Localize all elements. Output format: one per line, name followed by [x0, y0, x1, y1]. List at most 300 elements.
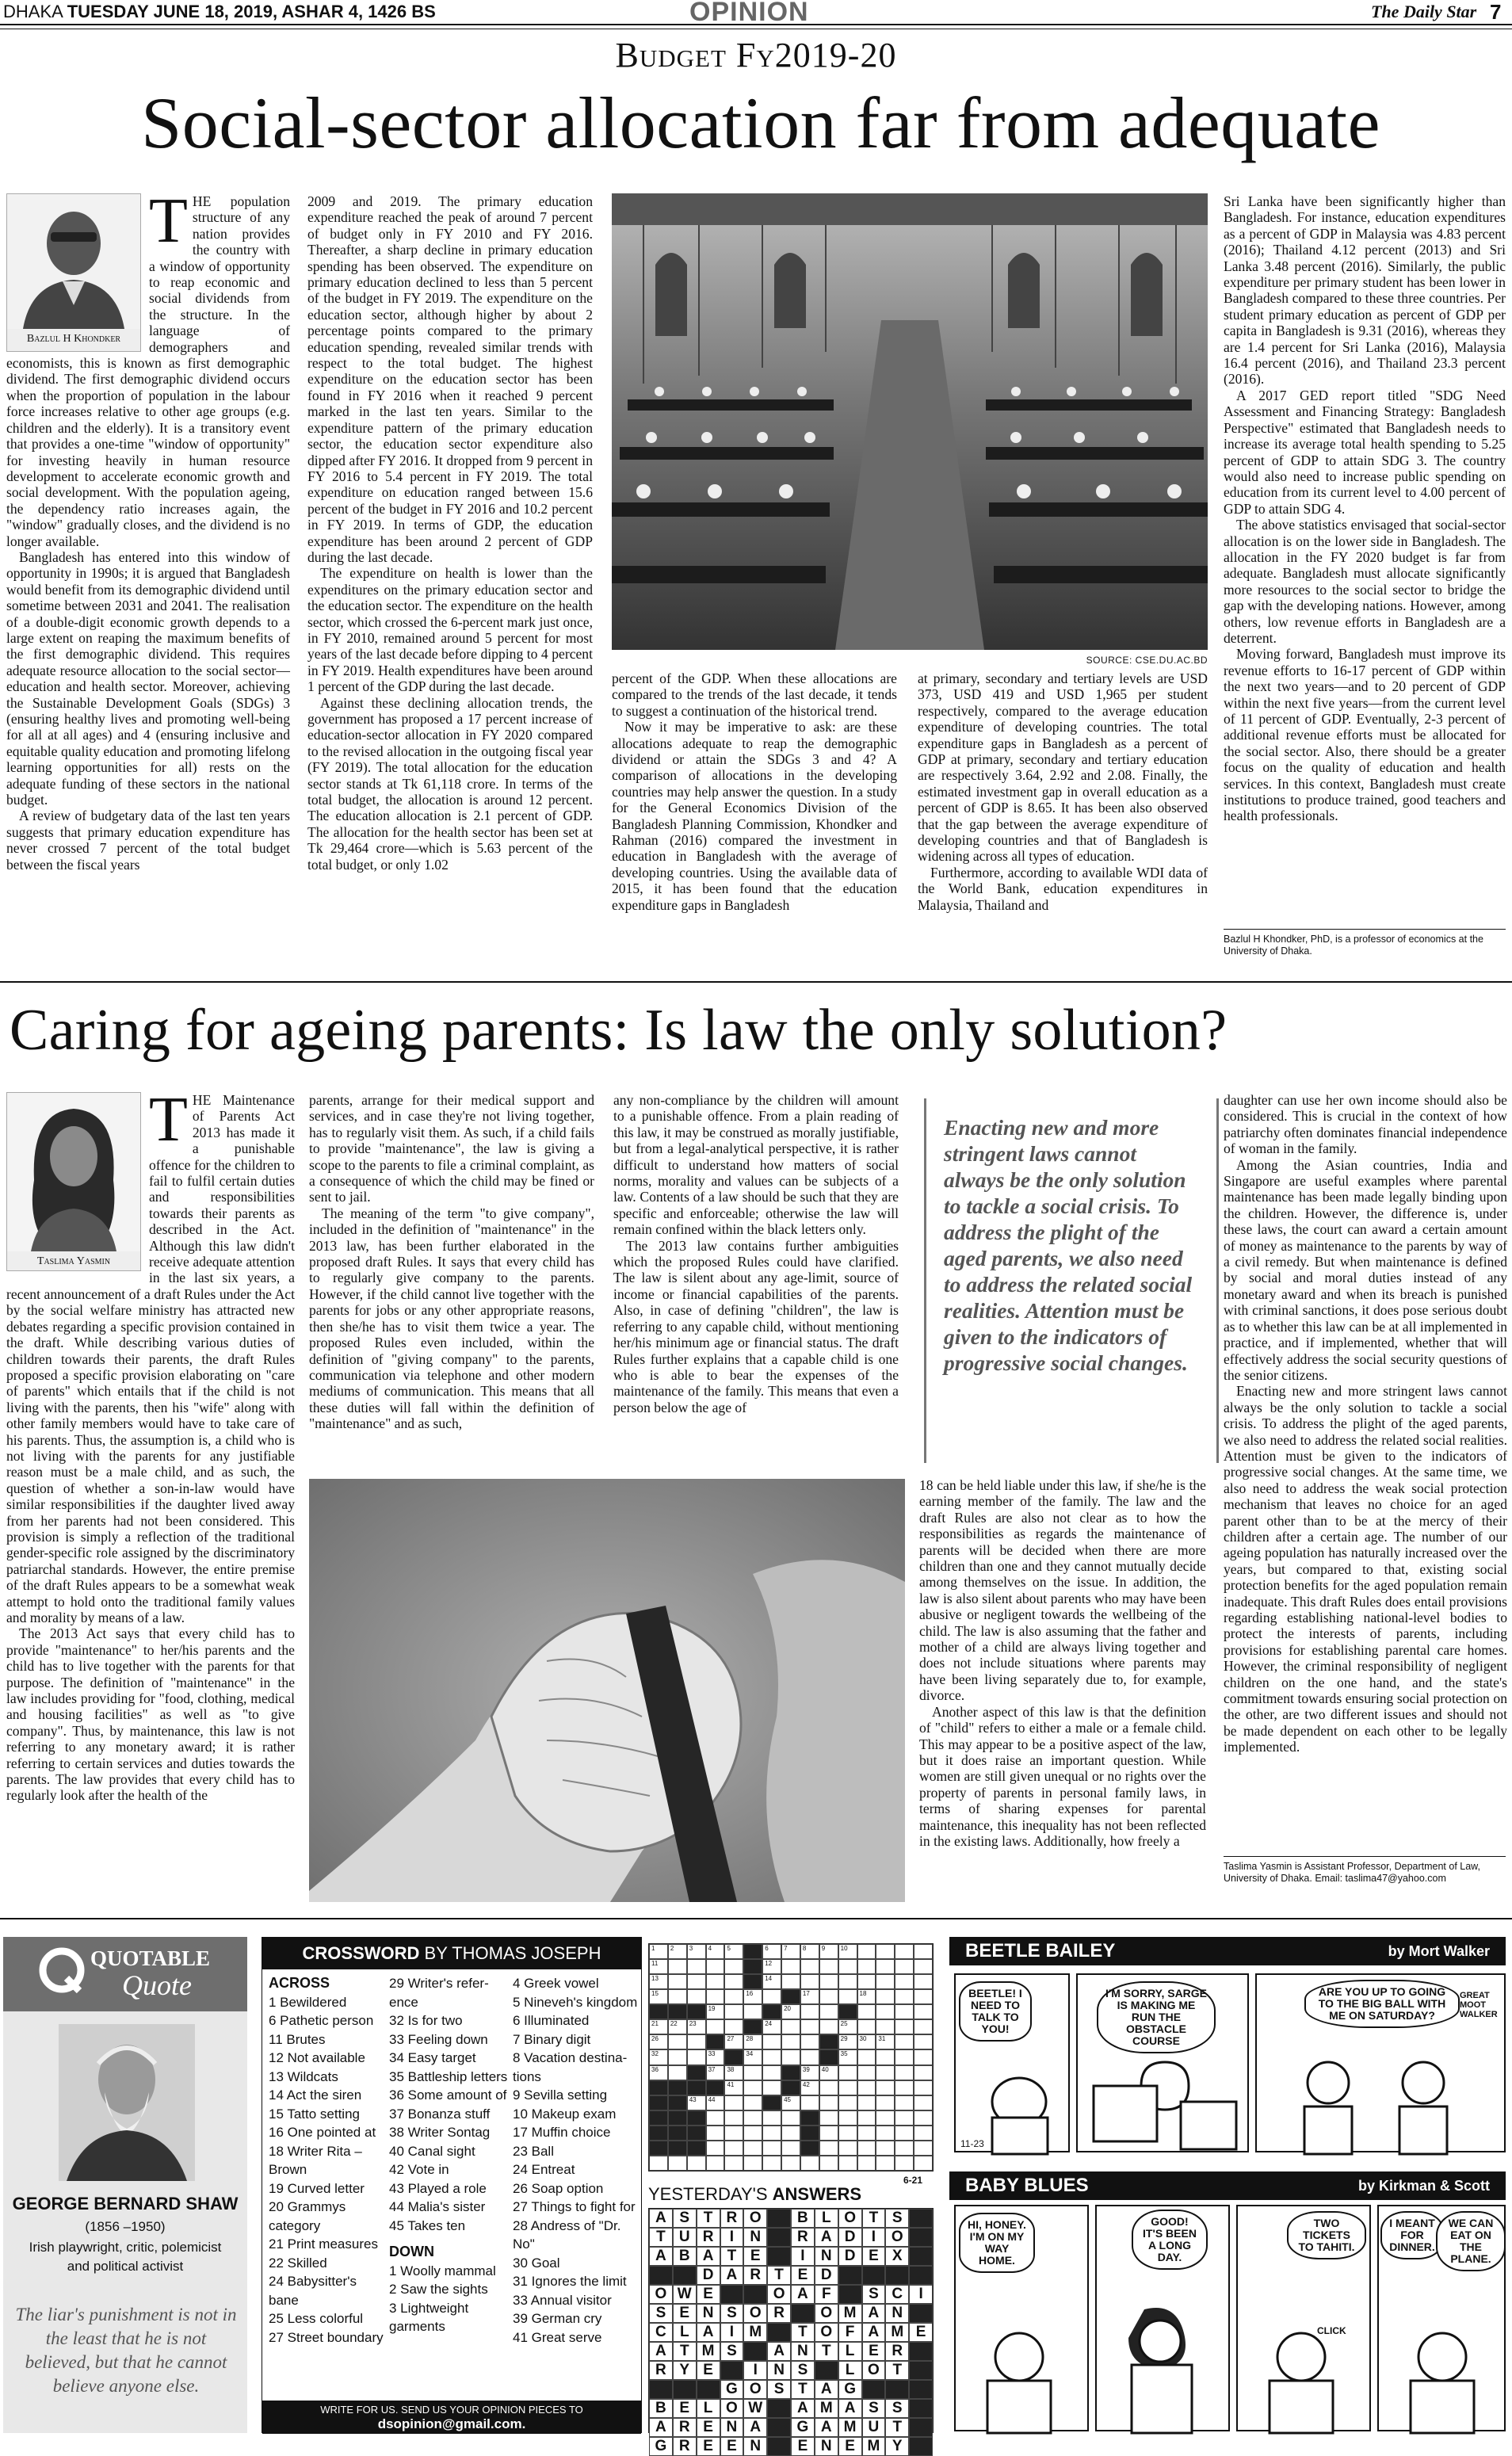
beetle-bailey-header: [949, 1937, 1506, 1965]
crossword-cell[interactable]: [857, 1974, 876, 1989]
answer-cell: M: [838, 2418, 862, 2437]
crossword-cell[interactable]: 34: [743, 2049, 762, 2064]
crossword-cell[interactable]: 40: [819, 2065, 838, 2080]
crossword-cell[interactable]: [857, 1944, 876, 1959]
answer-cell: A: [767, 2342, 791, 2361]
crossword-cell[interactable]: 6: [762, 1944, 781, 1959]
crossword-cell[interactable]: [781, 2019, 800, 2034]
crossword-cell[interactable]: [687, 2065, 706, 2080]
crossword-cell[interactable]: [819, 1974, 838, 1989]
crossword-cell[interactable]: [819, 2110, 838, 2126]
crossword-cell[interactable]: 42: [800, 2080, 819, 2095]
down-clue-list: [389, 2262, 508, 2336]
answer-cell: [909, 2209, 933, 2228]
answer-cell: [838, 2285, 862, 2304]
crossword-cell[interactable]: [914, 2019, 933, 2034]
crossword-cell[interactable]: 14: [762, 1974, 781, 1989]
crossword-cell[interactable]: [876, 1989, 895, 2004]
crossword-cell[interactable]: [668, 2080, 687, 2095]
crossword-cell[interactable]: [668, 1989, 687, 2004]
crossword-cell[interactable]: [819, 1959, 838, 1974]
crossword-cell[interactable]: [668, 2110, 687, 2126]
clue: 7 Binary digit: [513, 2031, 591, 2047]
paragraph: HE population structure of any nation provides the country with a window of opportunity to reap economic and social dividends from the structure. In the language of demographers and economists, this is known as first demographic dividend. The first demographic dividend occurs when the proportion of population in the labour force increases relative to other age groups (e.g. children and the elderly). It is a transitory event that provides a one-time "window of opportunity" for investing heavily in human resource development to accelerate economic growth and social development. With the population ageing, the dependency ratio increases again, the "window" gradually closes, and the dividend is no longer available.: [6, 193, 290, 549]
crossword-cell[interactable]: [762, 2034, 781, 2049]
clue: 32 Is for two: [389, 2013, 463, 2028]
crossword-cell[interactable]: [857, 2065, 876, 2080]
crossword-cell[interactable]: 19: [706, 2004, 725, 2019]
article1-headline: Social-sector allocation far from adequate: [141, 82, 1380, 163]
crossword-cell[interactable]: [687, 2156, 706, 2171]
crossword-cell[interactable]: [876, 2156, 895, 2171]
crossword-cell[interactable]: [724, 1959, 743, 1974]
crossword-cell[interactable]: [895, 1944, 914, 1959]
crossword-cell[interactable]: [876, 2095, 895, 2110]
crossword-cell[interactable]: [724, 2095, 743, 2110]
crossword-cell[interactable]: 5: [724, 1944, 743, 1959]
crossword-cell[interactable]: 25: [838, 2019, 857, 2034]
crossword-cell[interactable]: 11: [649, 1959, 668, 1974]
crossword-cell[interactable]: [781, 2080, 800, 2095]
crossword-cell[interactable]: 41: [724, 2080, 743, 2095]
crossword-cell[interactable]: [838, 2126, 857, 2141]
crossword-cell[interactable]: 36: [649, 2065, 668, 2080]
crossword-cell[interactable]: [762, 2156, 781, 2171]
crossword-cell[interactable]: 16: [743, 1989, 762, 2004]
crossword-cell[interactable]: 2: [668, 1944, 687, 1959]
crossword-cell[interactable]: 13: [649, 1974, 668, 1989]
crossword-cell[interactable]: [687, 2034, 706, 2049]
crossword-cell[interactable]: 22: [668, 2019, 687, 2034]
clue: 15 Tatto setting: [269, 2106, 360, 2122]
crossword-cell[interactable]: 33: [706, 2049, 725, 2064]
crossword-cell[interactable]: [895, 1989, 914, 2004]
crossword-cell[interactable]: [762, 2065, 781, 2080]
crossword-cell[interactable]: [649, 2141, 668, 2156]
crossword-cell[interactable]: [687, 1959, 706, 1974]
crossword-cell[interactable]: [838, 2065, 857, 2080]
crossword-cell[interactable]: [687, 1974, 706, 1989]
crossword-cell[interactable]: [687, 2004, 706, 2019]
photo-credit: SOURCE: CSE.DU.AC.BD: [1086, 655, 1208, 666]
crossword-cell[interactable]: [857, 2080, 876, 2095]
answer-cell: X: [885, 2247, 909, 2266]
crossword-cell[interactable]: 31: [876, 2034, 895, 2049]
crossword-cell[interactable]: [876, 2019, 895, 2034]
author-photo-yasmin: [6, 1092, 141, 1271]
crossword-cell[interactable]: [876, 2126, 895, 2141]
crossword-cell[interactable]: [857, 2126, 876, 2141]
crossword-cell[interactable]: [649, 2095, 668, 2110]
crossword-cell[interactable]: [706, 1989, 725, 2004]
crossword-cell[interactable]: [819, 2080, 838, 2095]
crossword-cell[interactable]: [743, 2156, 762, 2171]
answer-cell: L: [838, 2342, 862, 2361]
crossword-cell[interactable]: [781, 1989, 800, 2004]
crossword-cell[interactable]: [781, 2156, 800, 2171]
crossword-cell[interactable]: [838, 1974, 857, 1989]
crossword-cell[interactable]: [838, 2110, 857, 2126]
crossword-cell[interactable]: [876, 2141, 895, 2156]
beetle-panel-3: [1255, 1973, 1506, 2152]
crossword-cell[interactable]: [895, 2095, 914, 2110]
crossword-cell[interactable]: [838, 1989, 857, 2004]
crossword-cell[interactable]: [838, 2141, 857, 2156]
crossword-cell[interactable]: [706, 2019, 725, 2034]
clue: 35 Battleship letters: [389, 2068, 508, 2084]
crossword-cell[interactable]: [819, 2034, 838, 2049]
crossword-cell[interactable]: [762, 2004, 781, 2019]
baby-title: BABY BLUES: [965, 2175, 1089, 2196]
article2-col5: [1224, 1092, 1507, 1853]
crossword-cell[interactable]: [706, 1959, 725, 1974]
paragraph: The expenditure on health is lower than the expenditures on the primary education sector and the education sector. The expenditure on the health sector, which crossed the 6-percent mark just once, in FY 2010, remained around 5 percent for most years of the last decade before dipping to 4 percent in FY 2019. Health expenditures have been around 1 percent of the GDP during the last decade.: [307, 565, 593, 695]
crossword-cell[interactable]: [668, 1974, 687, 1989]
crossword-cell[interactable]: [838, 2156, 857, 2171]
crossword-cell[interactable]: [800, 2034, 819, 2049]
answer-cell: [909, 2266, 933, 2285]
beetle-bubble-2: I'M SORRY, SARGE IS MAKING ME RUN THE OBSTACLE COURSE: [1097, 1981, 1216, 2053]
shaw-portrait-icon: [59, 2024, 195, 2181]
answers-header-2: ANSWERS: [772, 2184, 862, 2204]
crossword-cell[interactable]: [649, 2110, 668, 2126]
quote-text: The liar's punishment is not in the least that he is not believed, but that he cannot believe anyone else.: [15, 2305, 237, 2396]
crossword-cell[interactable]: [819, 2019, 838, 2034]
crossword-cell[interactable]: 28: [743, 2034, 762, 2049]
crossword-cell[interactable]: [706, 2156, 725, 2171]
crossword-cell[interactable]: [876, 2110, 895, 2126]
article1-col3: [612, 670, 897, 972]
down-header: DOWN: [389, 2244, 434, 2259]
crossword-cell[interactable]: [706, 2080, 725, 2095]
crossword-cell[interactable]: [914, 2126, 933, 2141]
crossword-cell[interactable]: [895, 2126, 914, 2141]
crossword-cell[interactable]: [800, 2141, 819, 2156]
clue: 6 Pathetic person: [269, 2013, 374, 2028]
crossword-cell[interactable]: [876, 1974, 895, 1989]
crossword-cell[interactable]: 21: [649, 2019, 668, 2034]
crossword-cell[interactable]: [781, 2034, 800, 2049]
answer-cell: [743, 2285, 767, 2304]
crossword-cell[interactable]: [895, 2141, 914, 2156]
crossword-cell[interactable]: [724, 2004, 743, 2019]
crossword-cell[interactable]: [895, 2019, 914, 2034]
crossword-cell[interactable]: [687, 2080, 706, 2095]
crossword-cell[interactable]: [724, 2156, 743, 2171]
crossword-cell[interactable]: [914, 2095, 933, 2110]
crossword-cell[interactable]: [743, 1974, 762, 1989]
answer-cell: N: [743, 2437, 767, 2456]
crossword-cell[interactable]: [876, 2080, 895, 2095]
crossword-cell[interactable]: [914, 2004, 933, 2019]
clue: 5 Nineveh's kingdom: [513, 1994, 638, 2010]
crossword-cell[interactable]: [668, 2141, 687, 2156]
answer-cell: [791, 2304, 815, 2323]
crossword-cell[interactable]: 26: [649, 2034, 668, 2049]
crossword-cell[interactable]: [819, 1989, 838, 2004]
crossword-cell[interactable]: [857, 1959, 876, 1974]
crossword-cell[interactable]: [914, 1944, 933, 1959]
crossword-cell[interactable]: [819, 2141, 838, 2156]
crossword-cell[interactable]: [762, 2141, 781, 2156]
section-label: OPINION: [689, 0, 809, 27]
crossword-cell[interactable]: 37: [706, 2065, 725, 2080]
crossword-cell[interactable]: [762, 2110, 781, 2126]
crossword-cell[interactable]: 24: [762, 2019, 781, 2034]
crossword-cell[interactable]: [819, 2095, 838, 2110]
clue: tions: [513, 2068, 541, 2084]
crossword-cell[interactable]: 27: [724, 2034, 743, 2049]
crossword-cell[interactable]: [914, 2065, 933, 2080]
crossword-cell[interactable]: [895, 2034, 914, 2049]
crossword-cell[interactable]: [914, 2156, 933, 2171]
crossword-cell[interactable]: [819, 2049, 838, 2064]
clue: 4 Greek vowel: [513, 1976, 599, 1991]
crossword-cell[interactable]: [743, 1959, 762, 1974]
crossword-cell[interactable]: 10: [838, 1944, 857, 1959]
crossword-cell[interactable]: 32: [649, 2049, 668, 2064]
crossword-cell[interactable]: [762, 2095, 781, 2110]
crossword-cell[interactable]: [762, 2049, 781, 2064]
crossword-cell[interactable]: [876, 2065, 895, 2080]
crossword-cell[interactable]: [706, 2126, 725, 2141]
crossword-cell[interactable]: 9: [819, 1944, 838, 1959]
crossword-cell[interactable]: [668, 2065, 687, 2080]
answer-cell: A: [697, 2247, 720, 2266]
crossword-cell[interactable]: [876, 2049, 895, 2064]
crossword-cell[interactable]: [762, 1989, 781, 2004]
crossword-cell[interactable]: [706, 1974, 725, 1989]
crossword-cell[interactable]: [800, 2156, 819, 2171]
crossword-cell[interactable]: [800, 2110, 819, 2126]
crossword-cell[interactable]: [724, 2110, 743, 2126]
crossword-cell[interactable]: [687, 2126, 706, 2141]
crossword-cell[interactable]: 39: [800, 2065, 819, 2080]
crossword-cell[interactable]: [724, 1974, 743, 1989]
crossword-cell[interactable]: [914, 2049, 933, 2064]
answer-cell: S: [720, 2342, 744, 2361]
crossword-cell[interactable]: [706, 2034, 725, 2049]
down-clues-col3: [513, 1974, 640, 2347]
crossword-cell[interactable]: [706, 2110, 725, 2126]
crossword-cell[interactable]: [706, 2141, 725, 2156]
crossword-cell[interactable]: 30: [857, 2034, 876, 2049]
crossword-cell[interactable]: [895, 1974, 914, 1989]
crossword-cell[interactable]: [781, 2126, 800, 2141]
crossword-cell[interactable]: [649, 2156, 668, 2171]
crossword-cell[interactable]: [668, 2126, 687, 2141]
crossword-cell[interactable]: [762, 2126, 781, 2141]
clue: 27 Street boundary: [269, 2329, 384, 2345]
answer-cell: N: [815, 2437, 838, 2456]
answer-cell: S: [791, 2361, 815, 2380]
crossword-cell[interactable]: 38: [724, 2065, 743, 2080]
answer-cell: E: [697, 2437, 720, 2456]
crossword-cell[interactable]: [895, 2065, 914, 2080]
crossword-cell[interactable]: 43: [687, 2095, 706, 2110]
crossword-cell[interactable]: [914, 1989, 933, 2004]
crossword-cell[interactable]: [857, 2049, 876, 2064]
crossword-cell[interactable]: [781, 2049, 800, 2064]
crossword-cell[interactable]: [687, 2049, 706, 2064]
crossword-cell[interactable]: 18: [857, 1989, 876, 2004]
crossword-cell[interactable]: 12: [762, 1959, 781, 1974]
article1-kicker: Budget Fy2019-20: [615, 36, 897, 74]
crossword-cell[interactable]: 17: [800, 1989, 819, 2004]
answer-cell: S: [673, 2209, 697, 2228]
crossword-cell[interactable]: [668, 2156, 687, 2171]
crossword-cell[interactable]: [781, 2065, 800, 2080]
answer-cell: T: [885, 2418, 909, 2437]
crossword-cell[interactable]: [895, 2049, 914, 2064]
crossword-cell[interactable]: [876, 2004, 895, 2019]
crossword-cell[interactable]: 45: [781, 2095, 800, 2110]
crossword-cell[interactable]: [800, 1974, 819, 1989]
across-clue-list: [389, 1974, 508, 2235]
crossword-cell[interactable]: [668, 2095, 687, 2110]
crossword-cell[interactable]: [800, 2049, 819, 2064]
crossword-date: 6-21: [903, 2175, 923, 2186]
crossword-cell[interactable]: [914, 2034, 933, 2049]
answer-cell: W: [673, 2285, 697, 2304]
crossword-cell[interactable]: [857, 2141, 876, 2156]
answer-cell: [885, 2380, 909, 2399]
clue: category: [269, 2217, 321, 2233]
crossword-cell[interactable]: [762, 2080, 781, 2095]
quotable-header: [3, 1937, 247, 2011]
answer-cell: [862, 2380, 886, 2399]
crossword-cell[interactable]: [914, 1974, 933, 1989]
answer-cell: [885, 2266, 909, 2285]
crossword-cell[interactable]: [857, 2095, 876, 2110]
crossword-cell[interactable]: [819, 2156, 838, 2171]
crossword-cell[interactable]: [838, 2080, 857, 2095]
crossword-cell[interactable]: [743, 2004, 762, 2019]
click-sfx: CLICK: [1317, 2325, 1346, 2336]
clue: ence: [389, 1994, 418, 2010]
crossword-cell[interactable]: 1: [649, 1944, 668, 1959]
footer-email: dsopinion@gmail.com.: [377, 2416, 526, 2431]
answer-cell: R: [743, 2266, 767, 2285]
crossword-cell[interactable]: [895, 2004, 914, 2019]
article1-col5: [1224, 193, 1506, 930]
crossword-cell[interactable]: [724, 1989, 743, 2004]
across-header: ACROSS: [269, 1975, 330, 1991]
crossword-cell[interactable]: [668, 2049, 687, 2064]
crossword-cell[interactable]: 3: [687, 1944, 706, 1959]
crossword-cell[interactable]: [800, 2126, 819, 2141]
crossword-cell[interactable]: [857, 2004, 876, 2019]
answer-cell: I: [720, 2323, 744, 2342]
crossword-cell[interactable]: [800, 2019, 819, 2034]
pull-quote-text: Enacting new and more stringent laws cannot always be the only solution to tackle a social crisis. To address the plight of the aged parents, we also need to address the related social realities. Attention must be given to the indicators of progressive social changes.: [944, 1115, 1193, 1375]
crossword-cell[interactable]: [781, 2141, 800, 2156]
crossword-cell[interactable]: [649, 2126, 668, 2141]
clue: 6 Illuminated: [513, 2013, 590, 2028]
crossword-cell[interactable]: [668, 1959, 687, 1974]
crossword-cell[interactable]: 7: [781, 1944, 800, 1959]
crossword-cell[interactable]: [838, 2004, 857, 2019]
clue: 44 Malia's sister: [389, 2199, 486, 2214]
crossword-cell[interactable]: [876, 1959, 895, 1974]
crossword-cell[interactable]: [743, 2080, 762, 2095]
paragraph: Enacting new and more stringent laws cannot always be the only solution to tackle a social crisis. To address the plight of the aged parents, we also need to address the related social realities. Attention must be given to the indicators of progressive social changes. At the same time, we also need to address the weak social protection mechanism that leaves no choice for an aged parent other than to be at the mercy of their children after a certain age. The number of our ageing population has naturally increased over the years, but compared to that, existing social protection benefits for the aged population remain inadequate. This draft Rules does entail provisions regarding establishing national-level bodies to protect the interests of parents, including provisions for establishing parental care homes. However, the criminal responsibility of negligent children on the one hand, and the state's commitment towards ensuring social protection on the other, are two different issues and should not be made dependent on each other to be legally implemented.: [1224, 1383, 1507, 1755]
crossword-cell[interactable]: [743, 2065, 762, 2080]
crossword-cell[interactable]: [781, 1974, 800, 1989]
crossword-cell[interactable]: [819, 2004, 838, 2019]
crossword-cell[interactable]: 44: [706, 2095, 725, 2110]
crossword-cell[interactable]: 35: [838, 2049, 857, 2064]
crossword-cell[interactable]: [914, 2080, 933, 2095]
crossword-cell[interactable]: [800, 1959, 819, 1974]
crossword-cell[interactable]: [838, 2095, 857, 2110]
crossword-cell[interactable]: [895, 2156, 914, 2171]
crossword-cell[interactable]: 8: [800, 1944, 819, 1959]
crossword-cell[interactable]: 4: [706, 1944, 725, 1959]
crossword-cell[interactable]: [687, 2141, 706, 2156]
crossword-cell[interactable]: [914, 2110, 933, 2126]
crossword-cell[interactable]: [649, 2080, 668, 2095]
crossword-cell[interactable]: [914, 2141, 933, 2156]
crossword-cell[interactable]: [800, 2095, 819, 2110]
crossword-cell[interactable]: [895, 2110, 914, 2126]
answer-cell: S: [885, 2209, 909, 2228]
clue: 39 German cry: [513, 2311, 602, 2326]
crossword-cell[interactable]: [781, 2110, 800, 2126]
crossword-cell[interactable]: [668, 2004, 687, 2019]
crossword-cell[interactable]: [668, 2034, 687, 2049]
crossword-cell[interactable]: 23: [687, 2019, 706, 2034]
crossword-cell[interactable]: [724, 2019, 743, 2034]
crossword-cell[interactable]: [800, 2004, 819, 2019]
crossword-cell[interactable]: [687, 2110, 706, 2126]
crossword-cell[interactable]: [724, 2049, 743, 2064]
crossword-cell[interactable]: [743, 2126, 762, 2141]
answer-cell: A: [815, 2380, 838, 2399]
answer-cell: A: [791, 2399, 815, 2418]
crossword-cell[interactable]: [781, 1959, 800, 1974]
quote-author-years: (1856 –1950): [85, 2219, 166, 2234]
crossword-cell[interactable]: [895, 1959, 914, 1974]
crossword-cell[interactable]: [857, 2110, 876, 2126]
crossword-cell[interactable]: [914, 1959, 933, 1974]
crossword-cell[interactable]: [743, 2019, 762, 2034]
paragraph: Now it may be imperative to ask: are these allocations adequate to reap the demographic dividend or attain the SDGs 3 and 4? A comparison of allocations in the developing countries may help answer the question. In a study for the General Economics Division of the Bangladesh Planning Commission, Khondker and Rahman (2016) compared the investment in education in Bangladesh with the average of developing countries. Using the available data of 2015, it has been found that the education expenditure gaps in Bangladesh: [612, 719, 897, 913]
crossword-cell[interactable]: [857, 2019, 876, 2034]
crossword-cell[interactable]: [876, 1944, 895, 1959]
crossword-cell[interactable]: [724, 2126, 743, 2141]
paragraph: 18 can be held liable under this law, if she/he is the earning member of the family. The law and the draft Rules are also not clear as to how the responsibilities as regards the maintenance of parents will be decided when there are more children than one and they cannot mutually decide among themselves on the issue. In addition, the law is also silent about parents who may have been abusive or negligent towards the wellbeing of the child. The law is also assuming that the father and mother of a child are always living together and does not include situations where parents may have been living separately due to, for example, divorce.: [919, 1477, 1206, 1704]
crossword-cell[interactable]: [649, 2004, 668, 2019]
crossword-cell[interactable]: [857, 2156, 876, 2171]
crossword-cell[interactable]: [819, 2126, 838, 2141]
crossword-cell[interactable]: [895, 2080, 914, 2095]
crossword-cell[interactable]: [724, 2141, 743, 2156]
crossword-cell[interactable]: [687, 1989, 706, 2004]
crossword-cell[interactable]: [743, 2095, 762, 2110]
answer-cell: D: [838, 2228, 862, 2247]
crossword-cell[interactable]: [743, 2110, 762, 2126]
crossword-cell[interactable]: [838, 1959, 857, 1974]
crossword-cell[interactable]: [743, 2141, 762, 2156]
page-number: 7: [1490, 0, 1502, 24]
crossword-cell[interactable]: 20: [781, 2004, 800, 2019]
crossword-cell[interactable]: 15: [649, 1989, 668, 2004]
crossword-cell[interactable]: [743, 1944, 762, 1959]
answer-cell: O: [815, 2323, 838, 2342]
article2-col2: [309, 1092, 594, 1468]
crossword-cell[interactable]: 29: [838, 2034, 857, 2049]
